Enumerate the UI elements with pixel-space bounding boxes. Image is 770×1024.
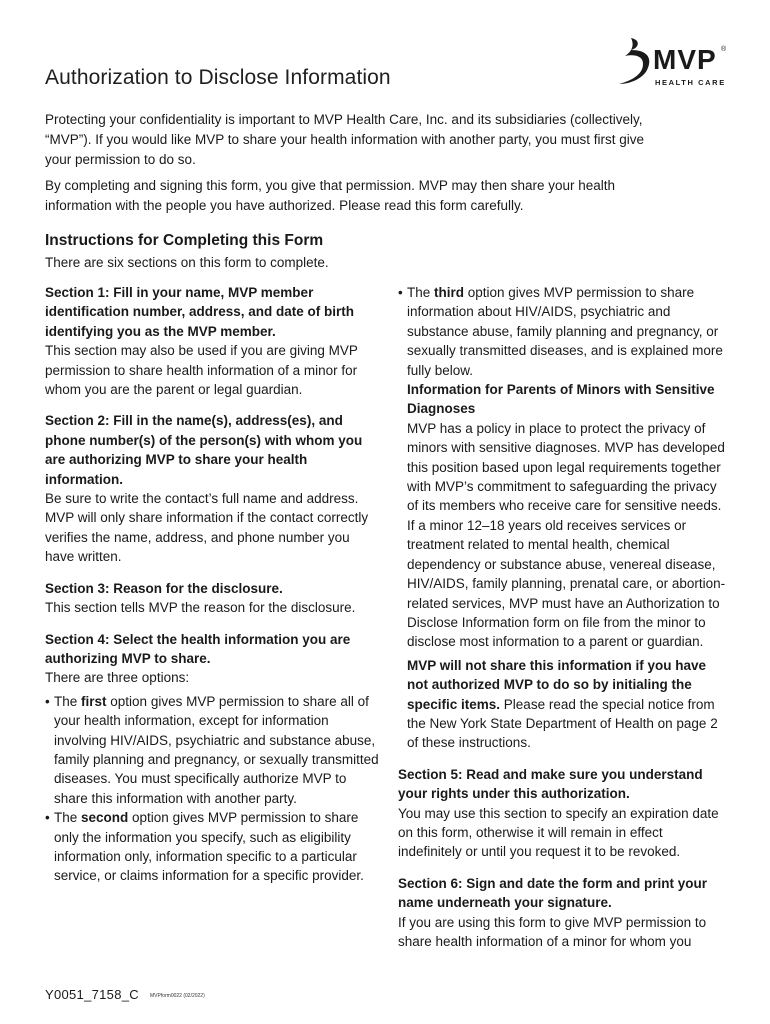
notice-rest: Please read the special notice from the New York State Department of Health on page 2 of these instructions.: [407, 696, 718, 751]
instructions-subheading: There are six sections on this form to complete.: [45, 255, 329, 270]
registered-mark: ®: [721, 46, 727, 53]
section-1-body: This section may also be used if you are giving MVP permission to share health information of a minor for whom you are the parent or legal guardian.: [45, 343, 358, 398]
mvp-logo: [617, 36, 729, 92]
intro-section: [45, 110, 645, 222]
section-4-heading: Section 4: Select the health information you are authorizing MVP to share.: [45, 631, 351, 666]
section-6-heading: Section 6: Sign and date the form and print your name underneath your signature.: [398, 875, 708, 911]
section-3-body: This section tells MVP the reason for the disclosure.: [45, 600, 356, 616]
form-id: MVPform0022 (02/2022): [150, 993, 205, 999]
minors-body: MVP has a policy in place to protect the privacy of minors with sensitive diagnoses. MVP has developed this position based upon legal requirements together with MVP’s commitment to safeguarding the privacy of its members who receive care for sensitive needs. If a minor 12–18 years old receives services or treatment related to mental health, chemical dependency or substance abuse, venereal disease, HIV/AIDS, family planning, prenatal care, or abortion-related services, MVP must have an Authorization to Disclose Information form on file from the minor to disclose most information to a parent or guardian.: [407, 420, 726, 650]
option-3-item: • The third option gives MVP permission to share information about HIV/AIDS, psychiatric and substance abuse, family planning and pregnancy, or sexually transmitted diseases, and is explained more fully below.: [398, 285, 723, 378]
section-2-body: Be sure to write the contact’s full name and address. MVP will only share information if the contact correctly verifies the name, address, and phone number you have written.: [45, 491, 369, 565]
left-column: [45, 283, 380, 886]
bullet-icon: •: [45, 693, 50, 709]
mvp-swoosh-icon: [617, 36, 657, 86]
form-code: Y0051_7158_C: [45, 987, 139, 1002]
section-5-heading: Section 5: Read and make sure you understand your rights under this authorization.: [398, 766, 703, 802]
section-5-body: You may use this section to specify an expiration date on this form, otherwise it will remain in effect indefinitely or until you request it to be revoked.: [398, 805, 719, 860]
section-4-body: There are three options:: [45, 670, 190, 686]
intro-paragraph-2: By completing and signing this form, you give that permission. MVP may then share your health information with the people you have authorized. Please read this form carefully.: [45, 178, 616, 213]
section-2-heading: Section 2: Fill in the name(s), address(es), and phone number(s) of the person(s) with whom you are authorizing MVP to share your health information.: [45, 413, 363, 487]
minors-heading: Information for Parents of Minors with Sensitive Diagnoses: [407, 382, 715, 417]
option-2-item: • The second option gives MVP permission to share only the information you specify, such as eligibility information only, information specific to a particular service, or claims information for a specific provider.: [45, 810, 364, 884]
section-3-heading: Section 3: Reason for the disclosure.: [45, 580, 283, 596]
option-3-label: third: [434, 285, 465, 300]
option-1-item: • The first option gives MVP permission to share all of your health information, except for information involving HIV/AIDS, psychiatric and substance abuse, family planning and pregnancy, or sexually transmitted diseases. You must specifically authorize MVP to share this information with another party.: [45, 693, 379, 806]
bullet-icon: •: [398, 285, 403, 300]
notice-bold: MVP will not share this information if you have not authorized MVP to do so by initialing the specific items.: [407, 657, 707, 712]
page-title: Authorization to Disclose Information: [45, 66, 391, 89]
section-6-body: If you are using this form to give MVP permission to share health information of a minor for whom you: [398, 914, 707, 949]
minors-notice: [398, 656, 728, 753]
section-1-heading: Section 1: Fill in your name, MVP member identification number, address, and date of birth identifying you as the MVP member.: [45, 285, 355, 339]
option-2-label: second: [81, 810, 129, 826]
bullet-icon: •: [45, 810, 50, 826]
option-1-label: first: [81, 693, 107, 709]
intro-paragraph-1: Protecting your confidentiality is important to MVP Health Care, Inc. and its subsidiaries (collectively, “MVP”). If you would like MVP to share your health information with another party, you must first give your permission to do so.: [45, 112, 645, 167]
right-column: [398, 283, 728, 951]
logo-wordmark: MVP: [653, 44, 717, 75]
instructions-heading: Instructions for Completing this Form: [45, 232, 324, 249]
logo-subtext: HEALTH CARE: [655, 78, 726, 87]
